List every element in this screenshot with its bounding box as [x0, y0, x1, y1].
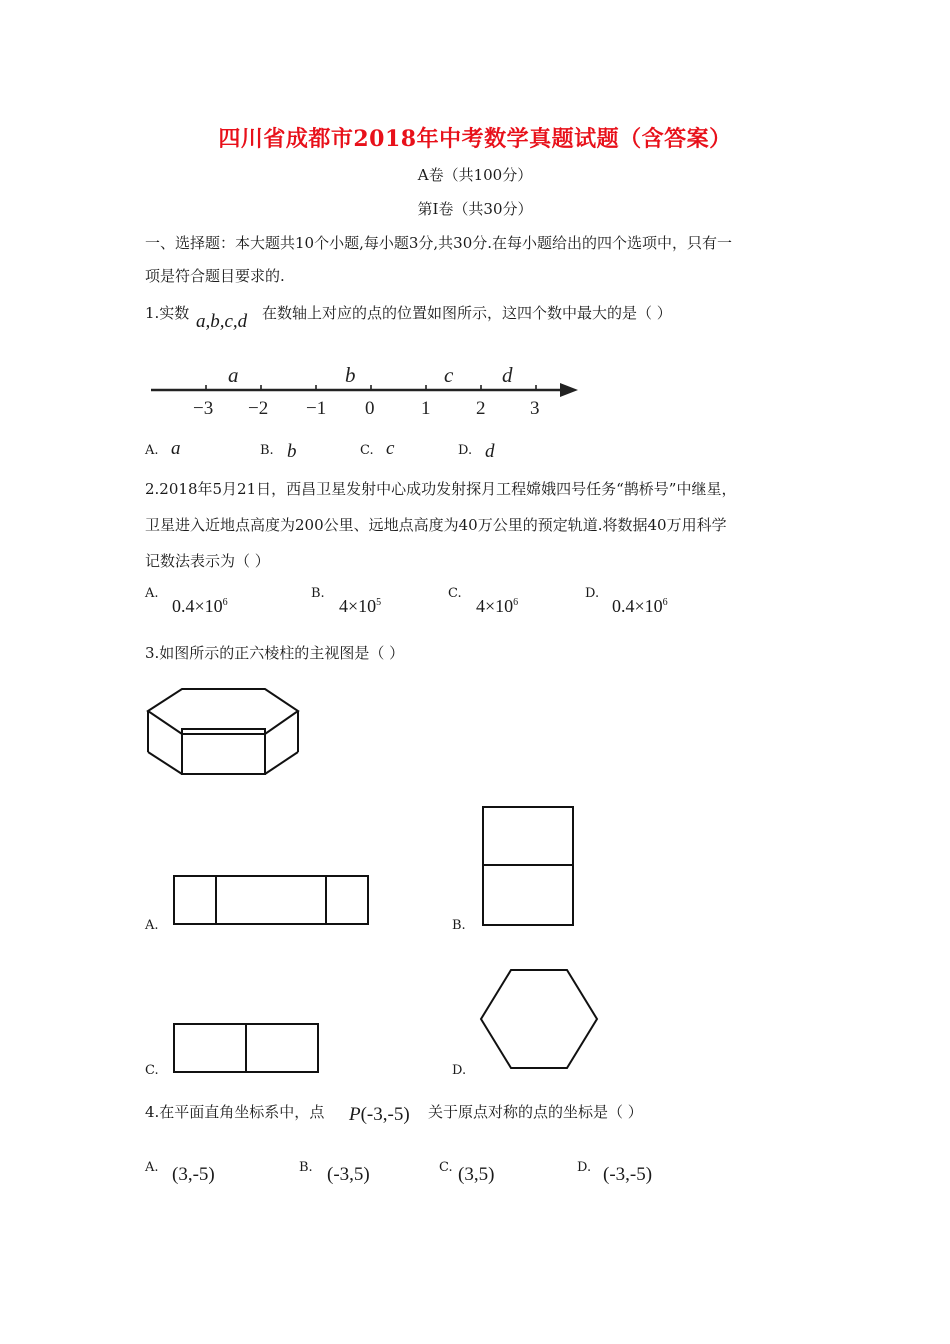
q3-option-d-label: D.	[452, 1063, 467, 1078]
q3-stem: 3.如图所示的正六棱柱的主视图是（ ）	[145, 644, 405, 662]
q3-option-c-figure	[172, 1022, 320, 1074]
q1-option-b-label: B.	[260, 443, 274, 458]
q1-option-b-value: b	[287, 441, 297, 462]
q2-option-a-value: $0.4\times 10^6$	[172, 596, 228, 616]
point-label-c: c	[444, 363, 454, 387]
q4-option-a-label: A.	[145, 1160, 159, 1175]
q4-point: P(-3,-5)	[349, 1104, 410, 1125]
q3-option-b-label: B.	[452, 918, 466, 933]
tick-label-1: 1	[421, 398, 431, 419]
volume-heading: A卷（共100分）	[417, 166, 533, 184]
q1-stem: 在数轴上对应的点的位置如图所示，这四个数中最大的是（ ）	[262, 304, 672, 322]
q2-option-c-label: C.	[448, 586, 462, 601]
q1-option-d-label: D.	[458, 443, 473, 458]
q4-option-b-value: (-3,5)	[327, 1164, 370, 1185]
q2-line2: 卫星进入近地点高度为200公里、远地点高度为40万公里的预定轨道.将数据40万用科学	[145, 516, 727, 534]
q1-variables: a,b,c,d	[196, 311, 248, 332]
section-intro-line2: 项是符合题目要求的.	[145, 267, 285, 285]
q4-option-a-value: (3,-5)	[172, 1164, 215, 1185]
q1-option-d-value: d	[485, 441, 495, 462]
q4-option-d-label: D.	[577, 1160, 592, 1175]
q3-option-a-label: A.	[145, 918, 159, 933]
q2-option-a-label: A.	[145, 586, 159, 601]
q1-option-a-label: A.	[145, 443, 159, 458]
q1-prefix: 1.实数	[145, 304, 190, 322]
number-line-figure	[148, 362, 588, 422]
q2-line3: 记数法表示为（ ）	[145, 552, 270, 570]
hexagonal-prism-figure	[145, 686, 305, 786]
tick-label-neg2: −2	[248, 398, 269, 419]
q4-option-c-label: C.	[439, 1160, 453, 1175]
point-label-b: b	[345, 363, 356, 387]
q2-option-b-value: $4\times 10^5$	[339, 596, 382, 616]
q4-option-d-value: (-3,-5)	[603, 1164, 653, 1185]
q3-option-b-figure	[481, 805, 575, 927]
q4-prefix: 4.在平面直角坐标系中，点	[145, 1103, 325, 1121]
tick-label-3: 3	[530, 398, 540, 419]
section-intro-line1: 一、选择题：本大题共10个小题,每小题3分,共30分.在每小题给出的四个选项中，只有一	[145, 234, 733, 252]
tick-label-0: 0	[365, 398, 375, 419]
q4-option-b-label: B.	[299, 1160, 313, 1175]
q1-option-a-value: a	[171, 438, 181, 459]
q2-option-c-value: $4\times 10^6$	[476, 596, 519, 616]
point-label-a: a	[228, 363, 239, 387]
q4-stem: 关于原点对称的点的坐标是（ ）	[428, 1103, 643, 1121]
tick-label-2: 2	[476, 398, 486, 419]
point-label-d: d	[502, 363, 513, 387]
q1-option-c-value: c	[386, 438, 395, 459]
q3-option-d-figure	[479, 967, 601, 1073]
q1-option-c-label: C.	[360, 443, 374, 458]
page-title: 四川省成都市2018年中考数学真题试题（含答案）	[218, 126, 732, 152]
tick-label-neg3: −3	[193, 398, 214, 419]
part-heading: 第Ⅰ卷（共30分）	[417, 200, 533, 218]
tick-label-neg1: −1	[306, 398, 327, 419]
q2-option-d-label: D.	[585, 586, 600, 601]
q3-option-a-figure	[172, 874, 372, 926]
axis-arrow-head	[560, 383, 578, 397]
q4-option-c-value: (3,5)	[458, 1164, 495, 1185]
q2-line1: 2.2018年5月21日，西昌卫星发射中心成功发射探月工程嫦娥四号任务“鹊桥号”中继星，	[145, 480, 737, 498]
q3-option-c-label: C.	[145, 1063, 159, 1078]
q2-option-b-label: B.	[311, 586, 325, 601]
q2-option-d-value: $0.4\times 10^6$	[612, 596, 668, 616]
